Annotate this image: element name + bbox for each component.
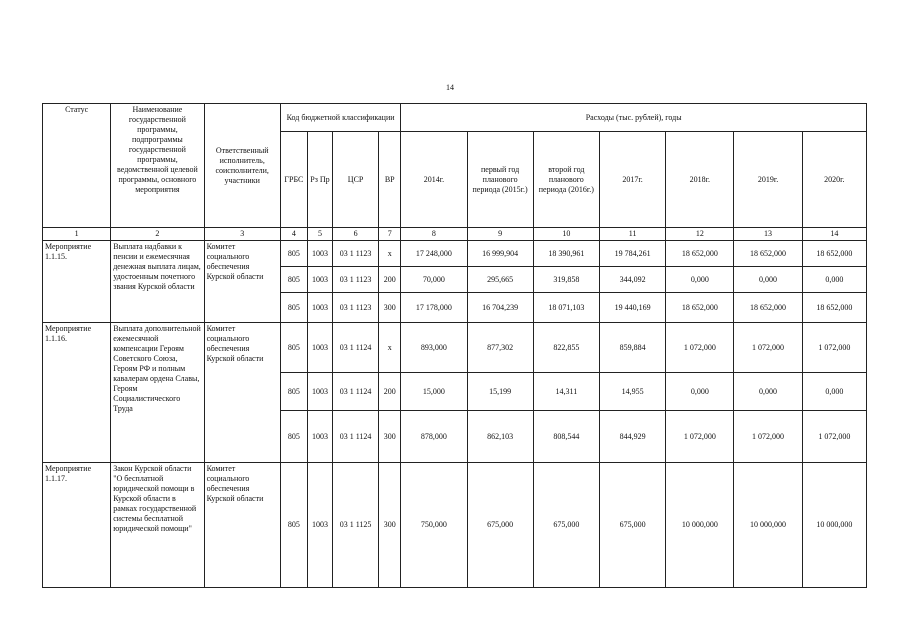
- cell-2017: 19 440,169: [599, 293, 665, 323]
- header-vr: ВР: [379, 132, 401, 228]
- cell-2019: 1 072,000: [734, 411, 802, 463]
- header-2017: 2017г.: [599, 132, 665, 228]
- measure-responsible: Комитет социального обеспечения Курской области: [204, 323, 280, 463]
- measure-status: Мероприятие 1.1.16.: [43, 323, 111, 463]
- column-index-row: [43, 228, 867, 241]
- cell-vr: 300: [379, 463, 401, 588]
- cell-2019: 18 652,000: [734, 293, 802, 323]
- cell-2016: 14,311: [533, 373, 599, 411]
- cell-2020: 0,000: [802, 373, 866, 411]
- cell-2016: 319,858: [533, 267, 599, 293]
- cell-grbs: 805: [280, 323, 307, 373]
- cell-2017: 344,092: [599, 267, 665, 293]
- cell-2019: 0,000: [734, 267, 802, 293]
- cell-2015: 15,199: [467, 373, 533, 411]
- header-2019: 2019г.: [734, 132, 802, 228]
- column-index: 12: [666, 228, 734, 241]
- cell-csr: 03 1 1124: [333, 373, 379, 411]
- measure-name: Выплата дополнительной ежемесячной компенсации Героям Советского Союза, Героям РФ и полным кавалерам ордена Славы, Героям Социалистического Труда: [111, 323, 204, 463]
- cell-2020: 18 652,000: [802, 241, 866, 267]
- cell-rzpr: 1003: [307, 411, 332, 463]
- cell-csr: 03 1 1123: [333, 293, 379, 323]
- cell-vr: 200: [379, 267, 401, 293]
- column-index: 14: [802, 228, 866, 241]
- cell-2014: 15,000: [401, 373, 467, 411]
- cell-rzpr: 1003: [307, 373, 332, 411]
- cell-rzpr: 1003: [307, 293, 332, 323]
- cell-2018: 10 000,000: [666, 463, 734, 588]
- cell-2019: 18 652,000: [734, 241, 802, 267]
- column-index: 2: [111, 228, 204, 241]
- measure-name: Выплата надбавки к пенсии и ежемесячная денежная выплата лицам, удостоенным почетного звания Курской области: [111, 241, 204, 323]
- cell-2018: 0,000: [666, 373, 734, 411]
- cell-2016: 18 071,103: [533, 293, 599, 323]
- cell-csr: 03 1 1124: [333, 323, 379, 373]
- cell-2019: 1 072,000: [734, 323, 802, 373]
- cell-2020: 0,000: [802, 267, 866, 293]
- measure-status: Мероприятие 1.1.17.: [43, 463, 111, 588]
- cell-grbs: 805: [280, 293, 307, 323]
- header-2018: 2018г.: [666, 132, 734, 228]
- header-2014: 2014г.: [401, 132, 467, 228]
- cell-2018: 0,000: [666, 267, 734, 293]
- measure-responsible: Комитет социального обеспечения Курской области: [204, 463, 280, 588]
- cell-csr: 03 1 1125: [333, 463, 379, 588]
- cell-rzpr: 1003: [307, 241, 332, 267]
- header-2020: 2020г.: [802, 132, 866, 228]
- column-index: 11: [599, 228, 665, 241]
- cell-2014: 893,000: [401, 323, 467, 373]
- header-2016: второй год планового периода (2016г.): [533, 132, 599, 228]
- cell-2017: 859,884: [599, 323, 665, 373]
- cell-2020: 1 072,000: [802, 411, 866, 463]
- cell-2018: 18 652,000: [666, 293, 734, 323]
- header-status: Статус: [43, 104, 111, 228]
- cell-2017: 844,929: [599, 411, 665, 463]
- cell-csr: 03 1 1123: [333, 267, 379, 293]
- cell-vr: х: [379, 241, 401, 267]
- header-expenses: Расходы (тыс. рублей), годы: [401, 104, 867, 132]
- cell-rzpr: 1003: [307, 267, 332, 293]
- cell-2020: 1 072,000: [802, 323, 866, 373]
- cell-2015: 675,000: [467, 463, 533, 588]
- cell-2016: 808,544: [533, 411, 599, 463]
- cell-vr: 200: [379, 373, 401, 411]
- header-grbs: ГРБС: [280, 132, 307, 228]
- cell-2020: 10 000,000: [802, 463, 866, 588]
- cell-grbs: 805: [280, 267, 307, 293]
- cell-csr: 03 1 1124: [333, 411, 379, 463]
- cell-2015: 16 704,239: [467, 293, 533, 323]
- cell-2014: 750,000: [401, 463, 467, 588]
- cell-grbs: 805: [280, 373, 307, 411]
- column-index: 4: [280, 228, 307, 241]
- cell-2015: 862,103: [467, 411, 533, 463]
- cell-2018: 18 652,000: [666, 241, 734, 267]
- cell-2020: 18 652,000: [802, 293, 866, 323]
- cell-2015: 877,302: [467, 323, 533, 373]
- cell-2018: 1 072,000: [666, 323, 734, 373]
- cell-rzpr: 1003: [307, 463, 332, 588]
- cell-2019: 10 000,000: [734, 463, 802, 588]
- cell-2017: 675,000: [599, 463, 665, 588]
- column-index: 9: [467, 228, 533, 241]
- cell-rzpr: 1003: [307, 323, 332, 373]
- column-index: 5: [307, 228, 332, 241]
- header-rzpr: Рз Пр: [307, 132, 332, 228]
- cell-2016: 675,000: [533, 463, 599, 588]
- header-budget-code: Код бюджетной классификации: [280, 104, 400, 132]
- cell-vr: х: [379, 323, 401, 373]
- header-name: Наименование государственной программы, подпрограммы государственной программы, ведомственной целевой программы, основного мероприятия: [111, 104, 204, 228]
- cell-2016: 822,855: [533, 323, 599, 373]
- cell-grbs: 805: [280, 463, 307, 588]
- column-index: 8: [401, 228, 467, 241]
- cell-vr: 300: [379, 293, 401, 323]
- cell-csr: 03 1 1123: [333, 241, 379, 267]
- cell-vr: 300: [379, 411, 401, 463]
- table-row: [43, 463, 867, 588]
- cell-grbs: 805: [280, 241, 307, 267]
- cell-2019: 0,000: [734, 373, 802, 411]
- budget-table: [42, 103, 867, 588]
- cell-2015: 295,665: [467, 267, 533, 293]
- measure-responsible: Комитет социального обеспечения Курской области: [204, 241, 280, 323]
- column-index: 7: [379, 228, 401, 241]
- cell-2018: 1 072,000: [666, 411, 734, 463]
- header-csr: ЦСР: [333, 132, 379, 228]
- cell-2014: 70,000: [401, 267, 467, 293]
- table-row: [43, 241, 867, 267]
- column-index: 10: [533, 228, 599, 241]
- page-number: 14: [446, 83, 454, 92]
- measure-status: Мероприятие 1.1.15.: [43, 241, 111, 323]
- cell-grbs: 805: [280, 411, 307, 463]
- cell-2014: 17 248,000: [401, 241, 467, 267]
- cell-2017: 14,955: [599, 373, 665, 411]
- header-2015: первый год планового периода (2015г.): [467, 132, 533, 228]
- column-index: 3: [204, 228, 280, 241]
- cell-2015: 16 999,904: [467, 241, 533, 267]
- header-responsible: Ответственный исполнитель, соисполнители, участники: [204, 104, 280, 228]
- measure-name: Закон Курской области "О бесплатной юридической помощи в Курской области в рамках государственной системы бесплатной юридической помощи": [111, 463, 204, 588]
- cell-2014: 17 178,000: [401, 293, 467, 323]
- cell-2014: 878,000: [401, 411, 467, 463]
- cell-2016: 18 390,961: [533, 241, 599, 267]
- cell-2017: 19 784,261: [599, 241, 665, 267]
- column-index: 6: [333, 228, 379, 241]
- table-row: [43, 323, 867, 373]
- column-index: 1: [43, 228, 111, 241]
- column-index: 13: [734, 228, 802, 241]
